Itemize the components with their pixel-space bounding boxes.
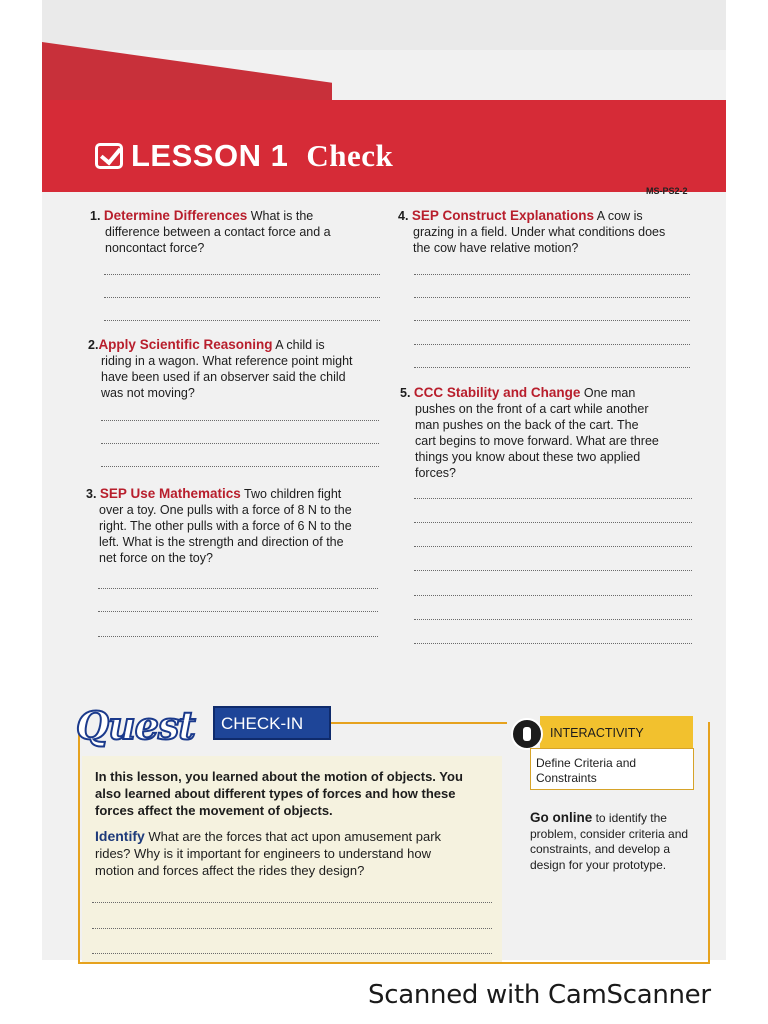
answer-line[interactable] [104, 297, 380, 298]
question-text: forces? [415, 466, 456, 480]
checkbox-icon [95, 143, 123, 169]
answer-line[interactable] [98, 588, 378, 589]
answer-line[interactable] [101, 443, 379, 444]
question-text: What is the [250, 209, 314, 223]
question-text: grazing in a field. Under what conditions does [413, 225, 666, 239]
answer-line[interactable] [92, 928, 492, 929]
answer-line[interactable] [98, 636, 378, 637]
question-1 [90, 208, 380, 256]
answer-line[interactable] [414, 344, 690, 345]
question-text: over a toy. One pulls with a force of 8 N to the [99, 503, 352, 517]
lesson-label: LESSON 1 [131, 138, 289, 173]
summary-line: also learned about different types of forces and how these [95, 786, 456, 801]
interactivity-line: Constraints [536, 771, 597, 785]
answer-line[interactable] [414, 274, 690, 275]
question-text: have been used if an observer said the child [101, 370, 346, 384]
question-text: left. What is the strength and direction of the [99, 535, 344, 549]
go-online-line: constraints, and develop a [530, 842, 671, 856]
question-text: cart begins to move forward. What are three [415, 434, 659, 448]
question-2 [88, 337, 383, 401]
go-online-line: to identify the [595, 811, 667, 825]
answer-line[interactable] [414, 643, 692, 644]
go-online-text [530, 810, 695, 873]
go-online-line: design for your prototype. [530, 857, 667, 872]
quest-logo: Quest [76, 703, 195, 748]
answer-line[interactable] [414, 522, 692, 523]
answer-line[interactable] [414, 595, 692, 596]
question-heading: Determine Differences [103, 208, 248, 223]
question-text: pushes on the front of a cart while another [415, 402, 649, 416]
answer-line[interactable] [414, 498, 692, 499]
check-label: Check [306, 138, 394, 173]
camscanner-watermark: Scanned with CamScanner [368, 980, 711, 1010]
question-text: A child is [275, 338, 325, 352]
question-text: difference between a contact force and a [105, 225, 331, 239]
question-5 [400, 385, 700, 481]
answer-line[interactable] [414, 297, 690, 298]
identify-line: rides? Why is it important for engineers to understand how [95, 846, 432, 861]
quest-divider [331, 722, 507, 724]
answer-line[interactable] [414, 570, 692, 571]
question-heading: CCC Stability and Change [413, 385, 581, 400]
identify-line: motion and forces affect the rides they design? [95, 863, 365, 878]
answer-line[interactable] [98, 611, 378, 612]
question-number: 4. [398, 209, 409, 223]
answer-line[interactable] [414, 320, 690, 321]
summary-line: forces affect the movement of objects. [95, 803, 333, 818]
question-text: noncontact force? [105, 241, 205, 255]
question-heading: Apply Scientific Reasoning [98, 337, 273, 352]
answer-line[interactable] [101, 466, 379, 467]
question-text: the cow have relative motion? [413, 241, 579, 255]
answer-line[interactable] [92, 902, 492, 903]
answer-line[interactable] [104, 320, 380, 321]
question-text: One man [583, 386, 636, 400]
answer-line[interactable] [414, 367, 690, 368]
quest-summary [95, 768, 495, 819]
question-number: 3. [86, 487, 97, 501]
answer-line[interactable] [101, 420, 379, 421]
question-number: 2. [88, 338, 99, 352]
question-heading: SEP Construct Explanations [411, 208, 594, 223]
question-4 [398, 208, 698, 256]
interactivity-label: INTERACTIVITY [550, 726, 644, 740]
identify-heading: Identify [95, 828, 145, 844]
question-text: things you know about these two applied [415, 450, 641, 464]
question-text: net force on the toy? [99, 551, 213, 565]
question-number: 1. [90, 209, 101, 223]
lesson-title [95, 138, 393, 174]
question-heading: SEP Use Mathematics [99, 486, 241, 501]
answer-line[interactable] [92, 953, 492, 954]
answer-line[interactable] [414, 546, 692, 547]
go-online-line: problem, consider criteria and [530, 826, 689, 841]
answer-line[interactable] [414, 619, 692, 620]
page-top-edge [42, 0, 726, 50]
question-text: right. The other pulls with a force of 6 N to the [99, 519, 352, 533]
question-text: A cow is [596, 209, 643, 223]
interactivity-line: Define Criteria and [536, 756, 637, 770]
identify-prompt [95, 828, 490, 879]
pointer-hand-icon [511, 718, 543, 750]
question-text: riding in a wagon. What reference point might [101, 354, 353, 368]
identify-line: What are the forces that act upon amusement park [148, 829, 442, 844]
answer-line[interactable] [104, 274, 380, 275]
question-3 [86, 486, 386, 566]
question-text: man pushes on the back of the cart. The [415, 418, 639, 432]
checkin-label: CHECK-IN [221, 714, 304, 733]
question-number: 5. [400, 386, 411, 400]
question-text: Two children fight [244, 487, 342, 501]
go-online-heading: Go online [530, 810, 593, 825]
standard-code: MS-PS2-2 [646, 186, 688, 196]
interactivity-title [536, 756, 646, 786]
question-text: was not moving? [101, 386, 195, 400]
summary-line: In this lesson, you learned about the motion of objects. You [95, 769, 463, 784]
